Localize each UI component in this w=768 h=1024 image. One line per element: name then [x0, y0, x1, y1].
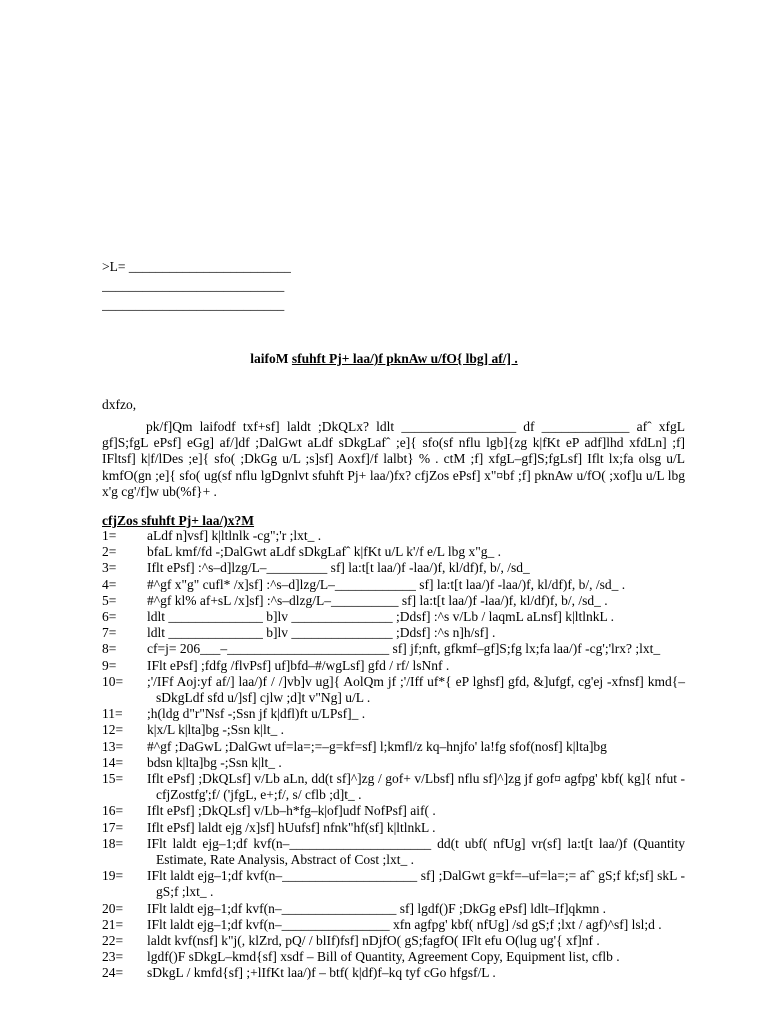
item-text: bdsn k|lta]bg -;Ssn k|lt_ . — [147, 754, 282, 770]
item-text: ;h(ldg d"r"Nsf -;Ssn jf k|dfl)ft u/LPsf]_ . — [147, 706, 366, 722]
list-item — [102, 933, 685, 949]
item-text: ldlt ______________ b]lv _______________ ;Ddsf] :^s n]h/sf] . — [147, 625, 496, 641]
list-item — [102, 868, 685, 900]
item-number: 21= — [102, 916, 124, 932]
title-subject: sfuhft Pj+ laa/)f pknAw u/fO{ lbg] af/] . — [291, 351, 518, 366]
item-text: laldt kvf(nsf] k"j(, klZrd, pQ/ / blIf)fsf] nDjfO( gS;fagfO( IFlt efu O(lug ug'{ xf]nf . — [147, 933, 600, 949]
item-text: IFlt laldt ejg–1;df kvf(n–____________________ sf] ;DalGwt g=kf=–uf=la=;= afˆ gS;f kf;sf] skL -gS;f ;lxt_ . — [147, 868, 685, 900]
list-item — [102, 820, 685, 836]
list-item — [102, 771, 685, 803]
item-number: 16= — [102, 803, 124, 819]
title-prefix: laifoM — [250, 351, 292, 366]
list-item — [102, 560, 685, 576]
item-number: 12= — [102, 722, 124, 738]
list-item — [102, 755, 685, 771]
list-item — [102, 544, 685, 560]
list-item — [102, 901, 685, 917]
list-item — [102, 803, 685, 819]
list-item — [102, 965, 685, 981]
address-block — [102, 259, 292, 316]
list-item — [102, 625, 685, 641]
item-text: lgdf()F sDkgL–kmd{sf] xsdf – Bill of Quantity, Agreement Copy, Equipment list, cflb . — [147, 949, 620, 965]
item-text: #^gf ;DaGwL ;DalGwt uf=la=;=–g=kf=sf] l;kmfl/z kq–hnjfo' la!fg sfof(nosf] k|lta]bg — [147, 738, 607, 754]
list-item — [102, 706, 685, 722]
item-number: 11= — [102, 706, 123, 722]
item-text: IFlt ePsf] ;fdfg /flvPsf] uf]bfd–#/wgLsf] gfd / rf/ lsNnf . — [147, 657, 450, 673]
item-text: Iflt ePsf] ;DkQLsf] v/Lb–h*fg–k|of]udf NofPsf] aif( . — [147, 803, 436, 819]
list-item — [102, 836, 685, 868]
item-number: 14= — [102, 754, 124, 770]
item-number: 2= — [102, 544, 117, 560]
list-item — [102, 917, 685, 933]
item-text: sDkgL / kmfd{sf] ;+lIfKt laa/)f – btf( k|df)f–kq tyf cGo hfgsf/L . — [147, 965, 496, 981]
item-number: 17= — [102, 819, 124, 835]
body-paragraph: pk/f]Qm laifodf txf+sf] laldt ;DkQLx? ldlt _________________ df _____________ afˆ xfgL gf]S;fgL ePsf] eGg] af/]df ;DalGwt aLdf sDkgLafˆ ;e]{ sfo(sf nflu lgb]{zg k|fKt eP adf]lhd xfdLn] ;f] IFltsf] k|f/lDes ;e]{ sfo( ;DkGg u/L ;s]sf] Aoxf]/f lalbt} % . ctM ;f] xfgL–gf]S;fgLsf] Iflt lx;fa olsg u/L kmfO(gn ;e]{ sfo( ug(sf nflu lgDgnlvt sfuhft Pj+ laa/)fx? cfjZos ePsf] x"¤bf ;f] pknAw u/fO( ;xof]u u/L lbg x'g cg'/f]w ub(%f}+ . — [102, 419, 685, 499]
letter-title — [0, 351, 768, 367]
item-number: 20= — [102, 900, 124, 916]
item-number: 4= — [102, 576, 117, 592]
item-number: 7= — [102, 625, 117, 641]
list-item — [102, 593, 685, 609]
list-item — [102, 609, 685, 625]
item-text: IFlt laldt ejg–1;df kvf(n–________________ xfn agfpg' kbf( nfUg] /sd gS;f ;lxt / agf)^sf] lsl;d . — [147, 916, 662, 932]
item-text: #^gf kl% af+sL /x]sf] :^s–dlzg/L–__________ sf] la:t[t laa/)f -laa/)f, kl/df)f, b/, /sd_ . — [147, 592, 608, 608]
item-text: aLdf n]vsf] k|ltlnlk -cg";'r ;lxt_ . — [147, 528, 322, 543]
item-text: IFlt laldt ejg–1;df kvf(n–_____________________ dd(t ubf( nfUg] vr(sf] la:t[t laa/)f (Quantity Estimate, Rate Analysis, Abstract of Cost ;lxt_ . — [147, 835, 685, 868]
item-number: 6= — [102, 609, 117, 625]
item-number: 3= — [102, 560, 117, 576]
item-number: 15= — [102, 771, 124, 787]
item-text: ldlt ______________ b]lv _______________ ;Ddsf] :^s v/Lb / laqmL aLnsf] k|ltlnkL . — [147, 609, 615, 625]
item-number: 13= — [102, 738, 124, 754]
item-text: Iflt ePsf] laldt ejg /x]sf] hUufsf] nfnk"hf(sf] k|ltlnkL . — [147, 819, 436, 835]
item-number: 9= — [102, 657, 117, 673]
item-text: #^gf x"g" cufl* /x]sf] :^s–d]lzg/L–____________ sf] la:t[t laa/)f -laa/)f, kl/df)f, b/, /sd_ . — [147, 576, 626, 592]
item-number: 24= — [102, 965, 124, 981]
item-text: k|x/L k|lta]bg -;Ssn k|lt_ . — [147, 722, 284, 738]
list-item — [102, 739, 685, 755]
item-number: 23= — [102, 949, 124, 965]
item-number: 1= — [102, 528, 117, 543]
item-text: cf=j= 206___–________________________ sf] jf;nft, gfkmf–gf]S;fg lx;fa laa/)f -cg';'lrx? ;lxt_ — [147, 641, 661, 657]
list-item — [102, 722, 685, 738]
list-item — [102, 674, 685, 706]
item-text: IFlt laldt ejg–1;df kvf(n–_________________ sf] lgdf()F ;DkGg ePsf] ldlt–If]qkmn . — [147, 900, 606, 916]
list-item — [102, 641, 685, 657]
item-number: 8= — [102, 641, 117, 657]
item-text: ;'/IFf Aoj:yf af/] laa/)f / /]vb]v ug]{ AolQm jf ;'/Iff uf*{ eP lghsf] gfd, &]ufgf, cg'ej -xfnsf] kmd{–sDkgLdf sfd u/]sf] cjlw ;d]t v"Ng] u/L . — [147, 673, 685, 706]
item-number: 19= — [102, 868, 124, 884]
item-number: 10= — [102, 673, 124, 689]
required-documents-list — [102, 528, 685, 982]
item-number: 5= — [102, 592, 117, 608]
list-item — [102, 528, 685, 544]
item-text: bfaL kmf/fd -;DalGwt aLdf sDkgLafˆ k|fKt u/L k'/f e/L lbg x"g_ . — [147, 544, 502, 560]
item-text: Iflt ePsf] :^s–d]lzg/L–_________ sf] la:t[t laa/)f -laa/)f, kl/df)f, b/, /sd_ — [147, 560, 530, 576]
salutation: dxfzo, — [102, 397, 137, 412]
list-item — [102, 577, 685, 593]
address-line: >L= ________________________ — [102, 259, 291, 274]
item-text: Iflt ePsf] ;DkQLsf] v/Lb aLn, dd(t sf]^]zg / gof+ v/Lbsf] nflu sf]^]zg jf gof¤ agfpg' kbf( kg]{ nfut -cfjZostfg';f/ ('jfgL, e+;f/, s/ cflb ;d]t_ . — [147, 771, 685, 803]
list-item — [102, 949, 685, 965]
item-number: 22= — [102, 933, 124, 949]
list-item — [102, 658, 685, 674]
address-line: ___________________________ — [102, 297, 285, 312]
item-number: 18= — [102, 835, 124, 851]
address-line: ___________________________ — [102, 278, 285, 293]
list-heading: cfjZos sfuhft Pj+ laa/)x?M — [102, 513, 255, 528]
